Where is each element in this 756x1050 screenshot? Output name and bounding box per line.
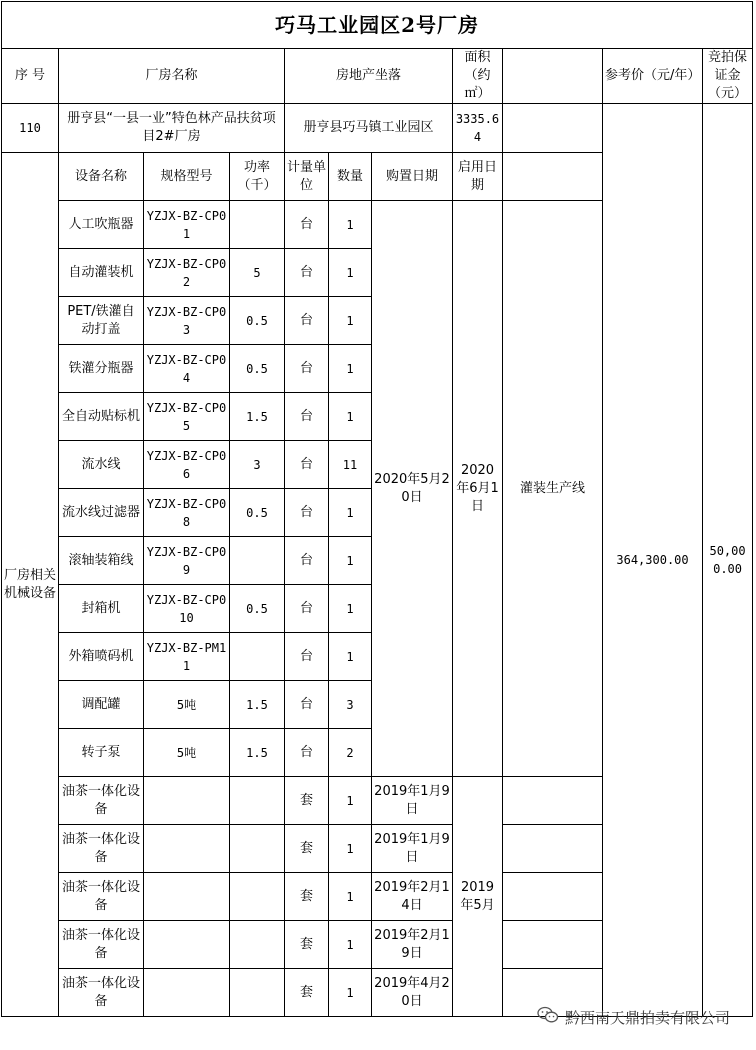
equip-header-unit: 计量单位: [285, 153, 329, 201]
property-ref-price: 364,300.00: [603, 104, 703, 1017]
equipment-qty: 1: [329, 825, 372, 873]
equipment-qty: 2: [329, 729, 372, 777]
equipment-remark: [503, 777, 603, 825]
watermark: [537, 1006, 730, 1028]
equipment-name: 油茶一体化设备: [59, 777, 144, 825]
equipment-name: 流水线: [59, 441, 144, 489]
equipment-model: 5吨: [144, 681, 230, 729]
equipment-unit: 台: [285, 681, 329, 729]
equipment-qty: 1: [329, 969, 372, 1017]
header-seq: 序 号: [2, 49, 59, 104]
equip-header-remark-blank: [503, 153, 603, 201]
filling-line-start-date: 2020年6月1日: [453, 201, 503, 777]
equipment-qty: 1: [329, 921, 372, 969]
equipment-name: 自动灌装机: [59, 249, 144, 297]
equipment-qty: 1: [329, 489, 372, 537]
equipment-model: YZJX-BZ-CP03: [144, 297, 230, 345]
equipment-remark: [503, 873, 603, 921]
equipment-power: 0.5: [230, 345, 285, 393]
equipment-unit: 台: [285, 585, 329, 633]
equipment-model: [144, 969, 230, 1017]
equipment-power: 1.5: [230, 681, 285, 729]
equipment-qty: 3: [329, 681, 372, 729]
equipment-unit: 套: [285, 777, 329, 825]
equipment-power: 1.5: [230, 729, 285, 777]
equipment-name: 流水线过滤器: [59, 489, 144, 537]
equipment-unit: 套: [285, 825, 329, 873]
header-deposit: 竞拍保证金（元）: [703, 49, 753, 104]
equip-header-start-date: 启用日期: [453, 153, 503, 201]
equipment-qty: 1: [329, 537, 372, 585]
equipment-qty: 1: [329, 393, 372, 441]
equipment-purchase-date: 2019年2月14日: [372, 873, 453, 921]
equipment-remark: [503, 921, 603, 969]
equipment-model: [144, 825, 230, 873]
equipment-unit: 台: [285, 489, 329, 537]
header-location: 房地产坐落: [285, 49, 453, 104]
equipment-name: 人工吹瓶器: [59, 201, 144, 249]
equipment-name: 油茶一体化设备: [59, 921, 144, 969]
header-ref-price: 参考价（元/年）: [603, 49, 703, 104]
equipment-model: YZJX-BZ-PM11: [144, 633, 230, 681]
equip-header-purchase-date: 购置日期: [372, 153, 453, 201]
equipment-model: YZJX-BZ-CP04: [144, 345, 230, 393]
equipment-model: YZJX-BZ-CP06: [144, 441, 230, 489]
equipment-qty: 11: [329, 441, 372, 489]
equipment-model: [144, 777, 230, 825]
equipment-power: 0.5: [230, 585, 285, 633]
watermark-text: 黔西南天鼎拍卖有限公司: [564, 1008, 730, 1027]
equipment-power: 3: [230, 441, 285, 489]
equipment-power: [230, 537, 285, 585]
equipment-purchase-date: 2019年1月9日: [372, 825, 453, 873]
equipment-power: [230, 969, 285, 1017]
wechat-icon: [537, 1006, 565, 1028]
filling-line-remark: 灌装生产线: [503, 201, 603, 777]
equipment-name: 外箱喷码机: [59, 633, 144, 681]
equipment-name: PET/铁灌自动打盖: [59, 297, 144, 345]
equipment-group-label: 厂房相关机械设备: [2, 153, 59, 1017]
equipment-model: YZJX-BZ-CP05: [144, 393, 230, 441]
equip-header-power: 功率（千）: [230, 153, 285, 201]
equipment-power: 0.5: [230, 489, 285, 537]
equipment-purchase-date: 2019年2月19日: [372, 921, 453, 969]
equipment-remark: [503, 825, 603, 873]
equipment-model: [144, 873, 230, 921]
equipment-unit: 台: [285, 297, 329, 345]
property-location: 册亨县巧马镇工业园区: [285, 104, 453, 153]
equipment-unit: 套: [285, 873, 329, 921]
equipment-model: YZJX-BZ-CP02: [144, 249, 230, 297]
equipment-model: 5吨: [144, 729, 230, 777]
equipment-qty: 1: [329, 345, 372, 393]
property-area: 3335.64: [453, 104, 503, 153]
equipment-unit: 台: [285, 393, 329, 441]
equipment-unit: 台: [285, 345, 329, 393]
page-title: 巧马工业园区2号厂房: [2, 2, 753, 49]
equip-header-name: 设备名称: [59, 153, 144, 201]
equip-header-qty: 数量: [329, 153, 372, 201]
header-area: 面积（约㎡）: [453, 49, 503, 104]
property-seq: 110: [2, 104, 59, 153]
equipment-qty: 1: [329, 585, 372, 633]
equipment-qty: 1: [329, 201, 372, 249]
equipment-name: 转子泵: [59, 729, 144, 777]
equipment-power: [230, 825, 285, 873]
equipment-power: 0.5: [230, 297, 285, 345]
equipment-qty: 1: [329, 297, 372, 345]
equipment-unit: 台: [285, 201, 329, 249]
equipment-qty: 1: [329, 873, 372, 921]
equipment-power: 1.5: [230, 393, 285, 441]
asset-table: [1, 1, 753, 1017]
equipment-unit: 台: [285, 249, 329, 297]
equipment-power: [230, 777, 285, 825]
property-blank: [503, 104, 603, 153]
filling-line-purchase-date: 2020年5月20日: [372, 201, 453, 777]
equipment-power: [230, 921, 285, 969]
equipment-purchase-date: 2019年4月20日: [372, 969, 453, 1017]
equipment-power: [230, 201, 285, 249]
equipment-model: YZJX-BZ-CP08: [144, 489, 230, 537]
equipment-name: 油茶一体化设备: [59, 825, 144, 873]
equipment-name: 调配罐: [59, 681, 144, 729]
equipment-model: YZJX-BZ-CP01: [144, 201, 230, 249]
equipment-model: YZJX-BZ-CP09: [144, 537, 230, 585]
equipment-name: 封箱机: [59, 585, 144, 633]
equipment-unit: 台: [285, 729, 329, 777]
equipment-unit: 台: [285, 633, 329, 681]
equipment-name: 油茶一体化设备: [59, 969, 144, 1017]
equipment-name: 铁灌分瓶器: [59, 345, 144, 393]
equipment-model: YZJX-BZ-CP010: [144, 585, 230, 633]
equipment-qty: 1: [329, 249, 372, 297]
property-deposit: 50,000.00: [703, 104, 753, 1017]
equipment-model: [144, 921, 230, 969]
equipment-qty: 1: [329, 633, 372, 681]
oil-tea-start-date: 2019年5月: [453, 777, 503, 1017]
equipment-name: 油茶一体化设备: [59, 873, 144, 921]
equipment-purchase-date: 2019年1月9日: [372, 777, 453, 825]
equipment-power: [230, 633, 285, 681]
property-name: 册亨县“一县一业”特色林产品扶贫项目2#厂房: [59, 104, 285, 153]
header-name: 厂房名称: [59, 49, 285, 104]
equip-header-model: 规格型号: [144, 153, 230, 201]
equipment-name: 全自动贴标机: [59, 393, 144, 441]
equipment-power: [230, 873, 285, 921]
equipment-name: 滚轴装箱线: [59, 537, 144, 585]
equipment-unit: 台: [285, 441, 329, 489]
equipment-unit: 套: [285, 969, 329, 1017]
equipment-unit: 台: [285, 537, 329, 585]
header-blank: [503, 49, 603, 104]
equipment-unit: 套: [285, 921, 329, 969]
equipment-power: 5: [230, 249, 285, 297]
equipment-qty: 1: [329, 777, 372, 825]
